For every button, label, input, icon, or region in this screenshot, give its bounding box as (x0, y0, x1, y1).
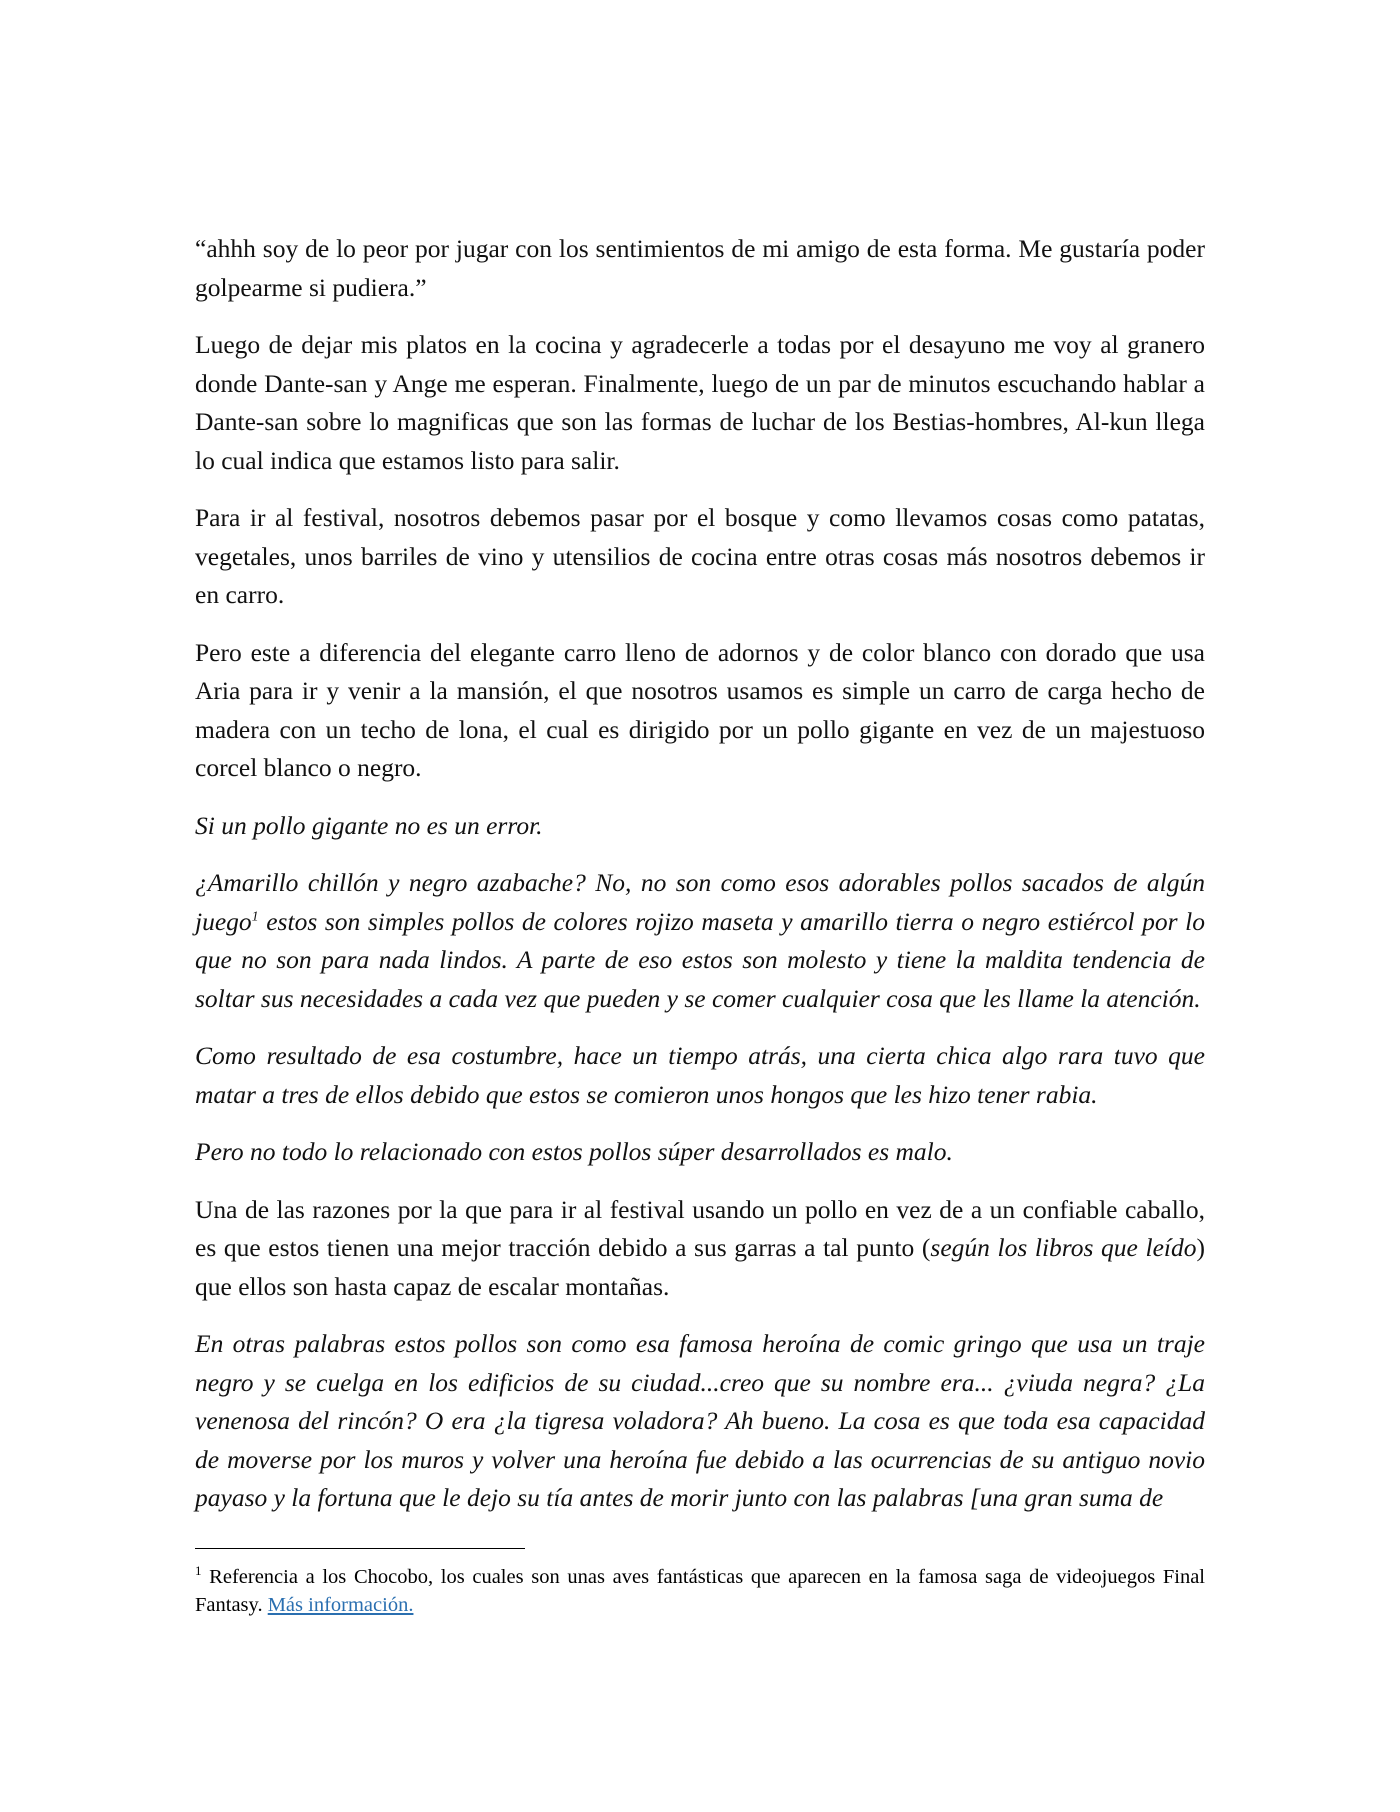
italic-paragraph: En otras palabras estos pollos son como esa famosa heroína de comic gringo que usa un traje negro y se cuelga en los edificios de su ciudad...creo que su nombre era... ¿viuda negra? ¿La venenosa del rincón? O era ¿la tigresa voladora? Ah bueno. La cosa es que toda esa capacidad de moverse por los muros y volver una heroína fue debido a las ocurrencias de su antiguo novio payaso y la fortuna que le dejo su tía antes de morir junto con las palabras [una gran suma de (195, 1329, 1205, 1512)
footnote (195, 1563, 1205, 1619)
footnote-reference[interactable]: 1 (251, 909, 259, 924)
footnote-separator (195, 1548, 525, 1549)
paragraph: Para ir al festival, nosotros debemos pasar por el bosque y como llevamos cosas como patatas, vegetales, unos barriles de vino y utensilios de cocina entre otras cosas más nosotros debemos ir en carro. (195, 503, 1205, 609)
italic-paragraph: Como resultado de esa costumbre, hace un tiempo atrás, una cierta chica algo rara tuvo que matar a tres de ellos debido que estos se comieron unos hongos que les hizo tener rabia. (195, 1041, 1205, 1109)
more-info-link[interactable]: Más información. (267, 1594, 414, 1616)
italic-text: según los libros que leído (930, 1233, 1197, 1262)
footnote-text: Referencia a los Chocobo, los cuales son unas aves fantásticas que aparecen en la famosa saga de videojuegos Final Fantasy. (195, 1566, 1205, 1616)
footnote-number: 1 (195, 1563, 202, 1579)
paragraph: “ahhh soy de lo peor por jugar con los sentimientos de mi amigo de esta forma. Me gustaría poder golpearme si pudiera.” (195, 234, 1205, 302)
paragraph: Pero este a diferencia del elegante carro lleno de adornos y de color blanco con dorado que usa Aria para ir y venir a la mansión, el que nosotros usamos es simple un carro de carga hecho de madera con un techo de lona, el cual es dirigido por un pollo gigante en vez de un majestuoso corcel blanco o negro. (195, 637, 1205, 782)
italic-text: ¿Amarillo chillón y negro azabache? No, no son como esos adorables pollos sacados de algún juego (195, 868, 1205, 936)
mixed-paragraph (195, 1191, 1205, 1307)
paragraph: Luego de dejar mis platos en la cocina y agradecerle a todas por el desayuno me voy al granero donde Dante-san y Ange me esperan. Finalmente, luego de un par de minutos escuchando hablar a Dante-san sobre lo magnificas que son las formas de luchar de los Bestias-hombres, Al-kun llega lo cual indica que estamos listo para salir. (195, 330, 1205, 475)
italic-paragraph: Si un pollo gigante no es un error. (195, 810, 543, 840)
italic-paragraph-with-footnote-ref (195, 864, 1205, 1018)
page-body (195, 230, 1205, 1537)
regular-text: ) que ellos son hasta capaz de escalar montañas. (195, 1233, 1205, 1301)
regular-text: Una de las razones por la que para ir al festival usando un pollo en vez de a un confiable caballo, es que estos tienen una mejor tracción debido a sus garras a tal punto ( (195, 1194, 1205, 1262)
italic-text: estos son simples pollos de colores rojizo maseta y amarillo tierra o negro estiércol por lo que no son para nada lindos. A parte de eso estos son molesto y tiene la maldita tendencia de soltar sus necesidades a cada vez que pueden y se comer cualquier cosa que les llame la atención. (195, 906, 1205, 1013)
italic-paragraph: Pero no todo lo relacionado con estos pollos súper desarrollados es malo. (195, 1137, 953, 1166)
